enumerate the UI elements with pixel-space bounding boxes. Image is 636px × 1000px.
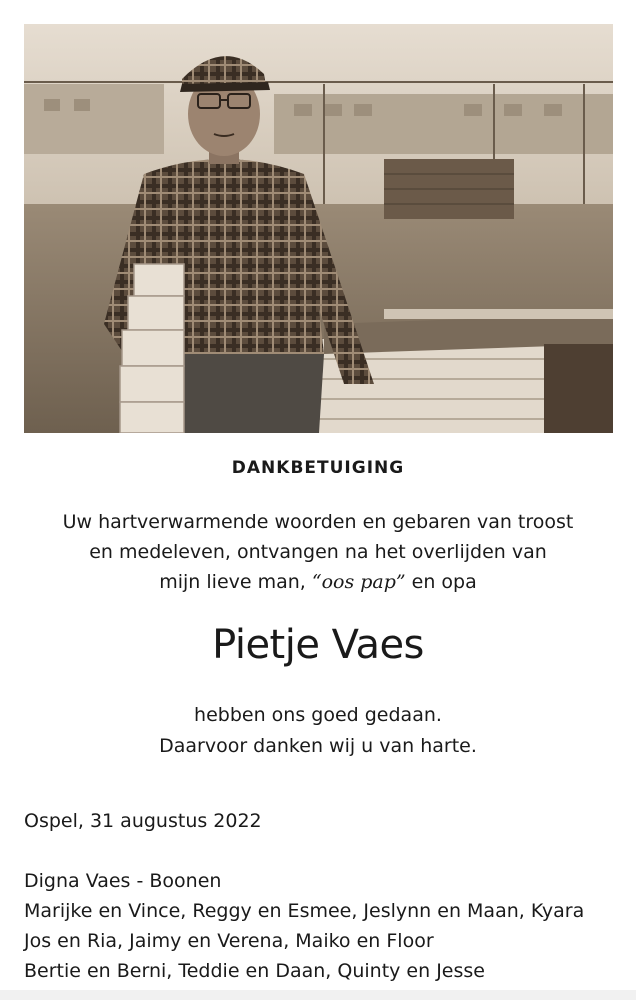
- memorial-photo-image: [24, 24, 613, 433]
- closing-text: [0, 700, 636, 762]
- signer-line: Marijke en Vince, Reggy en Esmee, Jeslynn en Maan, Kyara: [24, 900, 585, 922]
- closing-line-1: hebben ons goed gedaan.: [194, 704, 442, 726]
- intro-line-3: [0, 567, 636, 597]
- intro-line-1: Uw hartverwarmende woorden en gebaren van troost: [62, 511, 574, 533]
- deceased-name: Pietje Vaes: [212, 622, 424, 668]
- signer-line: Digna Vaes - Boonen: [24, 870, 222, 892]
- intro-quote: “oos pap”: [311, 571, 406, 593]
- place-date: Ospel, 31 augustus 2022: [24, 810, 262, 832]
- signer-line: Jos en Ria, Jaimy en Verena, Maiko en Floor: [24, 930, 434, 952]
- intro-line-3-prefix: mijn lieve man,: [159, 571, 312, 593]
- signers-list: [24, 866, 634, 986]
- intro-line-2: en medeleven, ontvangen na het overlijden van: [89, 541, 547, 563]
- memorial-photo: [24, 24, 613, 433]
- heading-title: DANKBETUIGING: [231, 458, 405, 478]
- bottom-divider: [0, 990, 636, 1000]
- intro-text: [0, 507, 636, 597]
- signer-line: Bertie en Berni, Teddie en Daan, Quinty en Jesse: [24, 960, 485, 982]
- closing-line-2: Daarvoor danken wij u van harte.: [159, 735, 477, 757]
- intro-line-3-suffix: en opa: [405, 571, 477, 593]
